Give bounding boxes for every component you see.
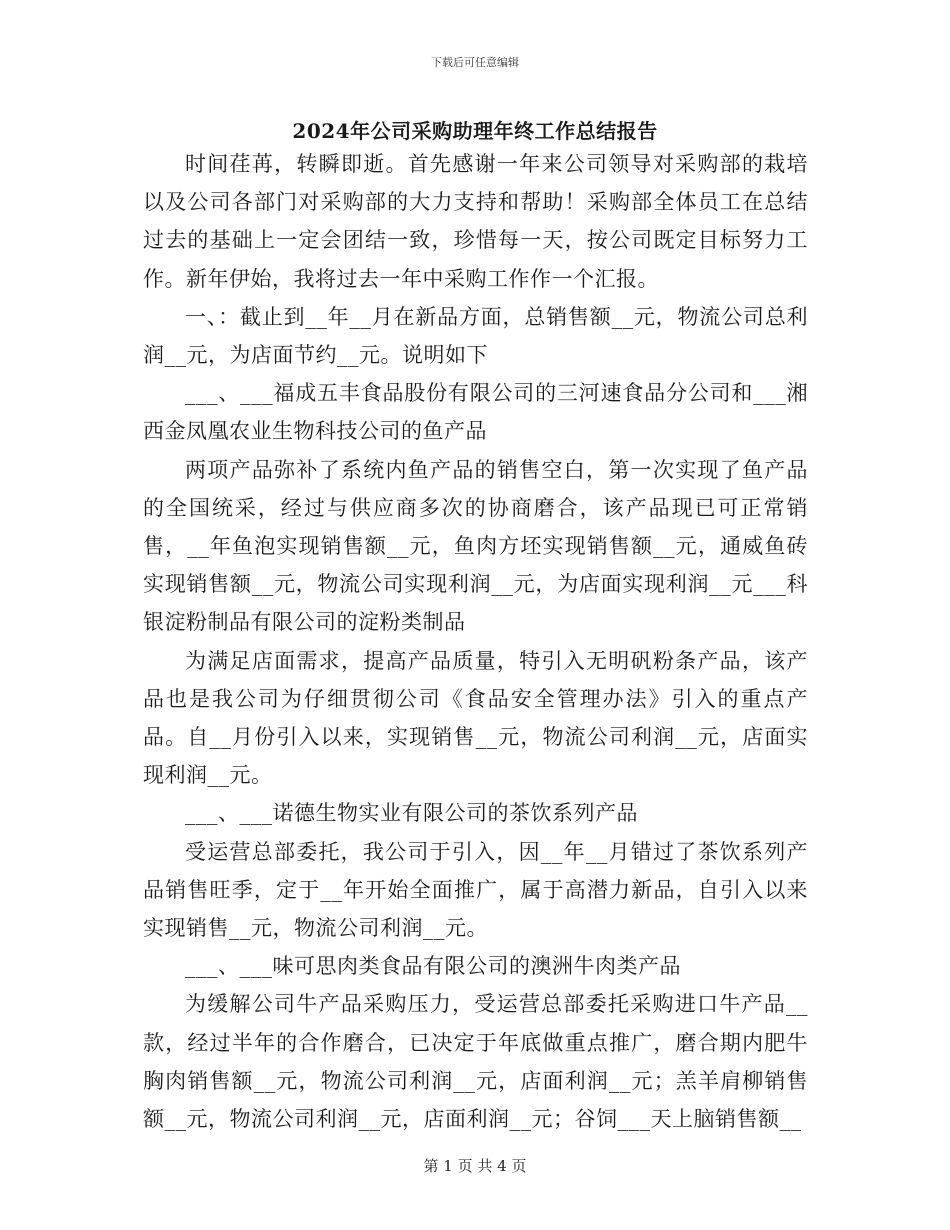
document-body bbox=[143, 145, 808, 1138]
paragraph-starch-details: 为满足店面需求，提高产品质量，特引入无明矾粉条产品，该产品也是我公司为仔细贯彻公司《食品安全管理办法》引入的重点产品。自__月份引入以来，实现销售__元，物流公司利润__元，店面实现利润__元。 bbox=[143, 648, 808, 788]
paragraph-item-fish: ___、___福成五丰食品股份有限公司的三河速食品分公司和___湘西金凤凰农业生物科技公司的鱼产品 bbox=[143, 381, 808, 444]
paragraph-intro: 时间荏苒，转瞬即逝。首先感谢一年来公司领导对采购部的栽培以及公司各部门对采购部的大力支持和帮助！采购部全体员工在总结过去的基础上一定会团结一致，珍惜每一天，按公司既定目标努力工作。新年伊始，我将过去一年中采购工作作一个汇报。 bbox=[143, 152, 808, 291]
page-number: 第 1 页 共 4 页 bbox=[423, 1157, 527, 1175]
paragraph-fish-details: 两项产品弥补了系统内鱼产品的销售空白，第一次实现了鱼产品的全国统采，经过与供应商多次的协商磨合，该产品现已可正常销售，__年鱼泡实现销售额__元，鱼肉方坯实现销售额__元，通威鱼砖实现销售额__元，物流公司实现利润__元，为店面实现利润__元___科银淀粉制品有限公司的淀粉类制品 bbox=[143, 457, 808, 635]
paragraph-tea-details: 受运营总部委托，我公司于引入，因__年__月错过了茶饮系列产品销售旺季，定于__年开始全面推广，属于高潜力新品，自引入以来实现销售__元，物流公司利润__元。 bbox=[143, 839, 808, 941]
paragraph-item-tea: ___、___诺德生物实业有限公司的茶饮系列产品 bbox=[185, 801, 638, 826]
paragraph-section-one: 一、：截止到__年__月在新品方面，总销售额__元，物流公司总利润__元，为店面节约__元。说明如下 bbox=[143, 304, 808, 368]
header-note: 下载后可任意编辑 bbox=[431, 56, 519, 69]
paragraph-beef-details: 为缓解公司牛产品采购压力，受运营总部委托采购进口牛产品__款，经过半年的合作磨合，已决定于年底做重点推广，磨合期内肥牛胸肉销售额__元，物流公司利润__元，店面利润__元；羔羊肩柳销售额__元，物流公司利润__元，店面利润__元；谷饲___天上脑销售额__ bbox=[143, 992, 808, 1132]
paragraph-item-beef: ___、___味可思肉类食品有限公司的澳洲牛肉类产品 bbox=[185, 954, 681, 979]
document-title: 2024年公司采购助理年终工作总结报告 bbox=[292, 119, 658, 143]
